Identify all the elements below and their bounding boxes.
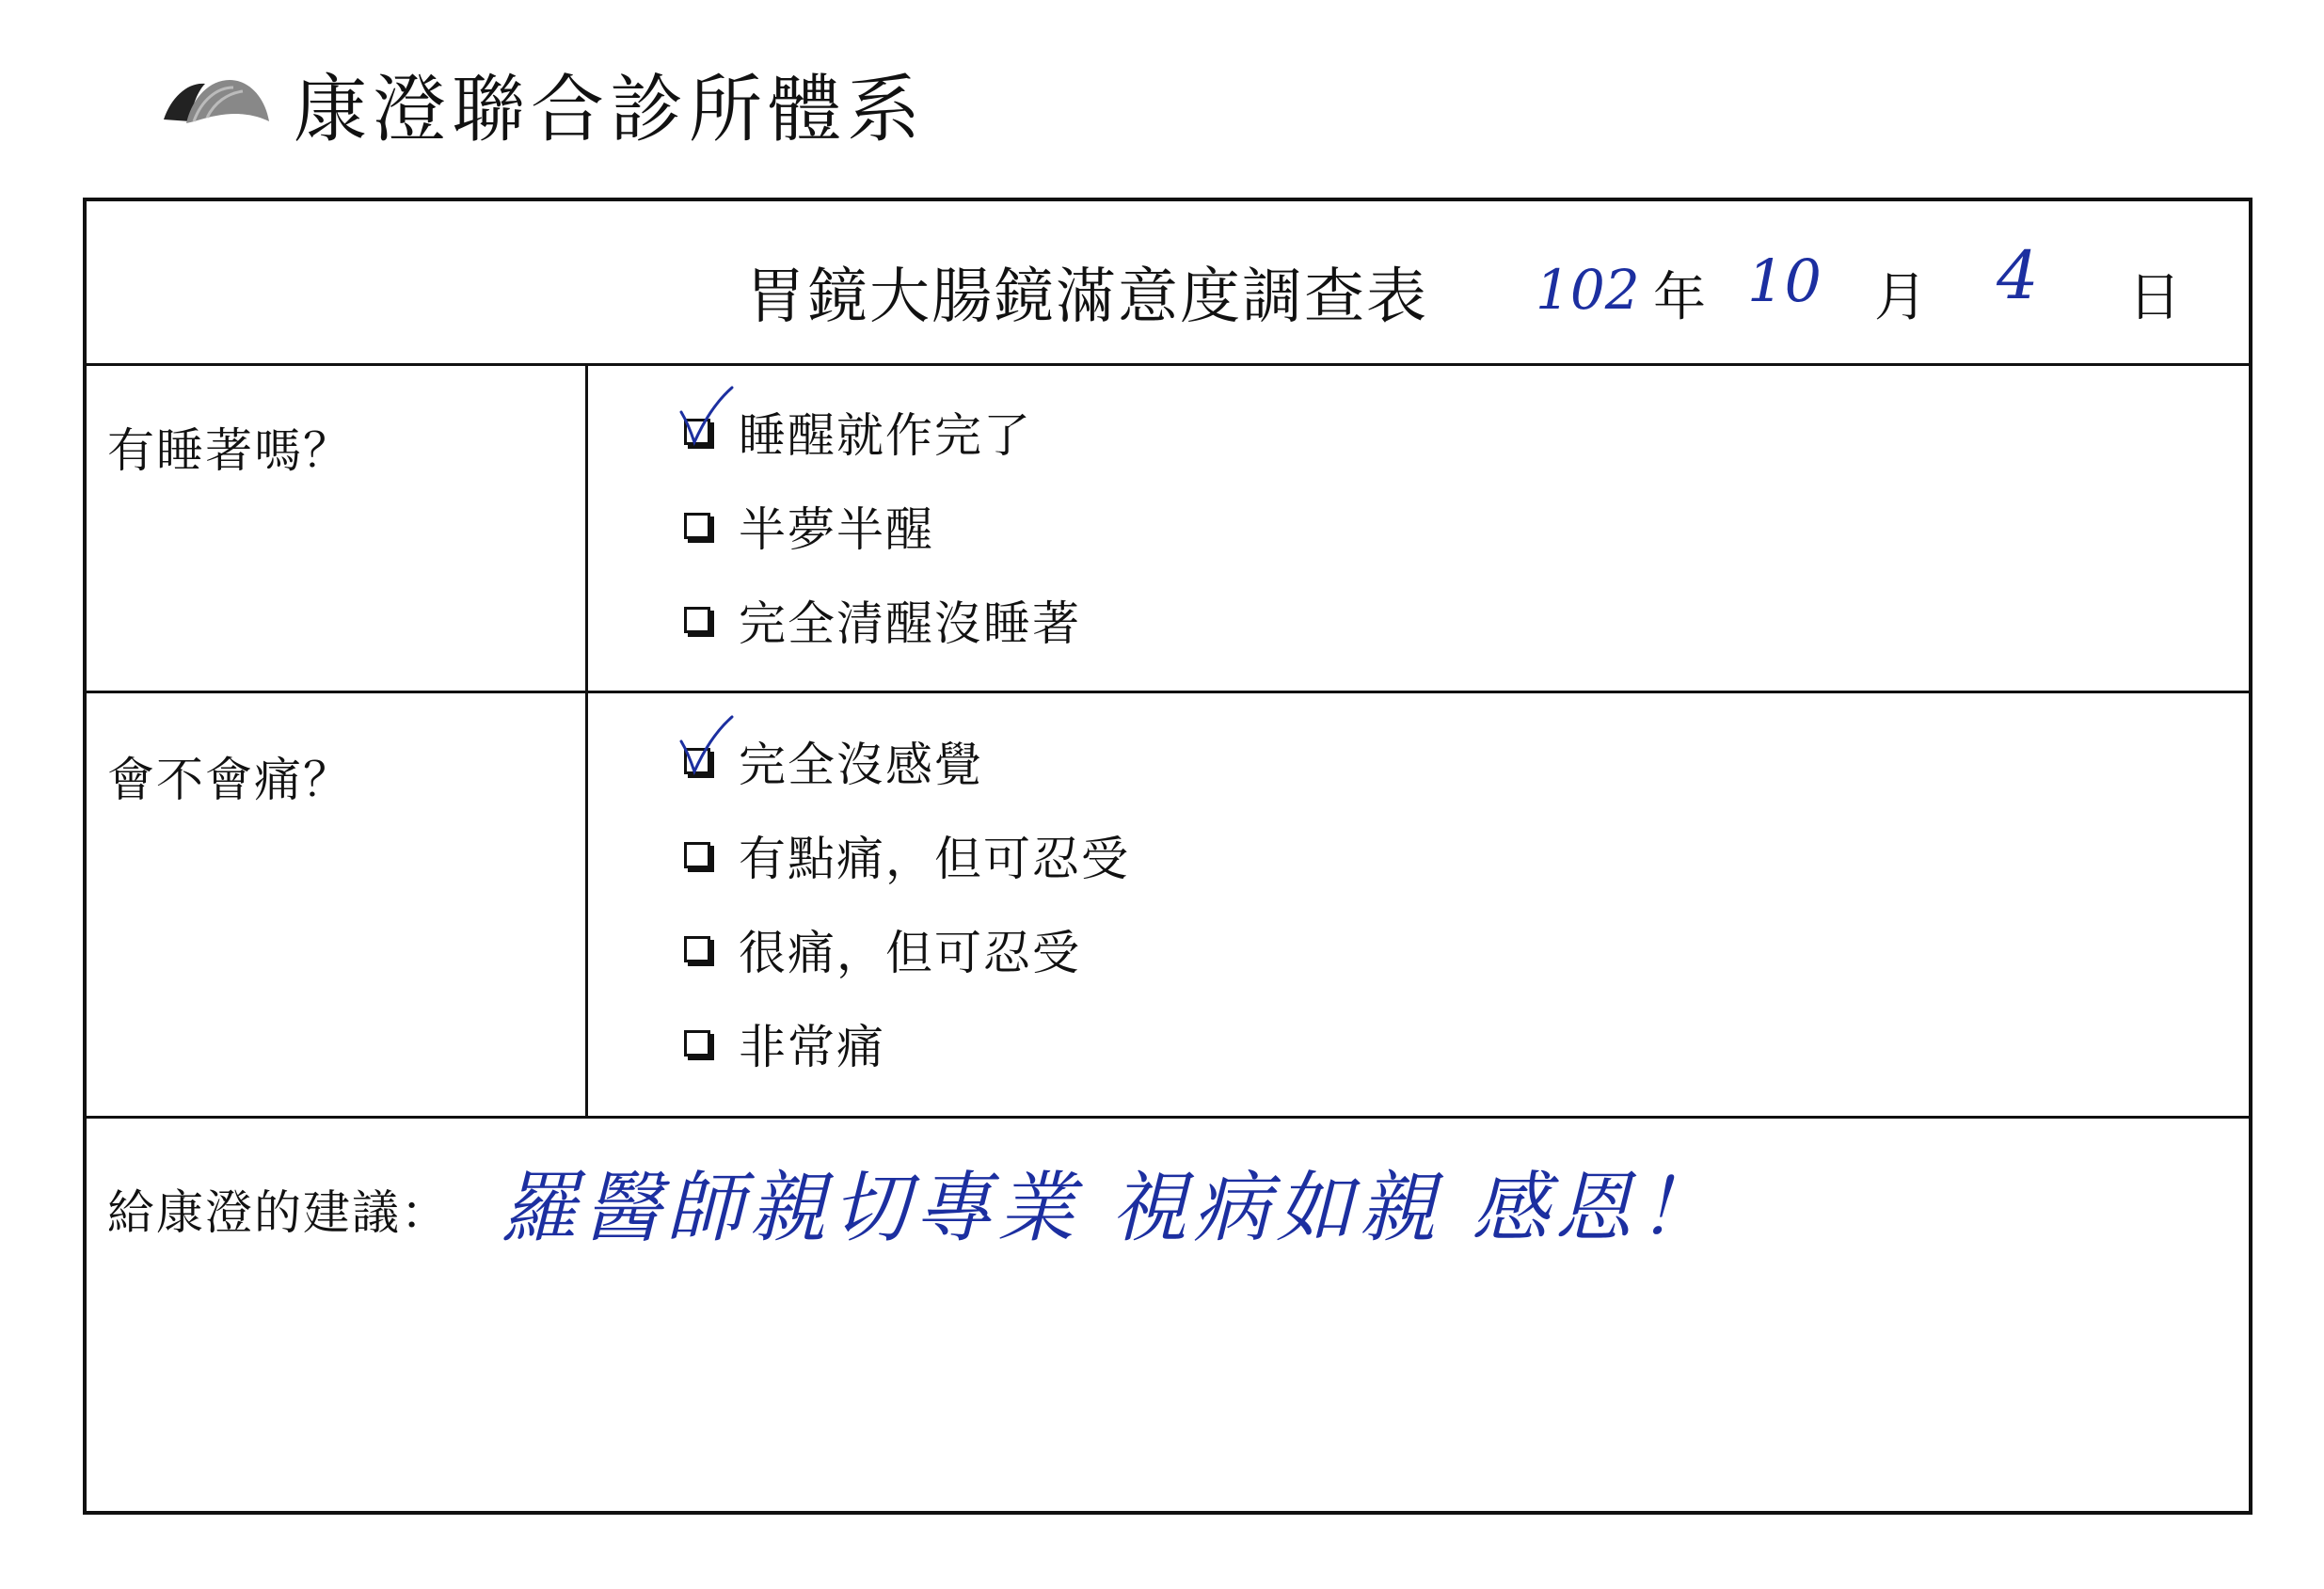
survey-form [83, 198, 2252, 1515]
option-sleep-1[interactable] [684, 404, 1032, 463]
month-value[interactable]: 10 [1747, 246, 1822, 315]
option-pain-3[interactable] [684, 921, 1081, 980]
option-pain-2[interactable] [684, 827, 1130, 886]
organisation-name: 康澄聯合診所體系 [294, 68, 927, 152]
option-sleep-3[interactable] [684, 592, 1081, 651]
suggestion-label: 給康澄的建議： [107, 1185, 450, 1240]
checkbox[interactable] [684, 607, 710, 633]
checkbox[interactable] [684, 748, 710, 774]
option-label: 很痛，但可忍受 [739, 926, 1081, 980]
checkbox[interactable] [684, 419, 710, 445]
year-label: 年 [1653, 267, 1706, 328]
option-pain-1[interactable] [684, 733, 983, 792]
question-sleep: 有睡著嗎？ [107, 423, 352, 478]
day-value[interactable]: 4 [1997, 237, 2039, 314]
title-row [87, 201, 2249, 366]
checkbox[interactable] [684, 842, 710, 868]
check-mark-icon [677, 713, 743, 779]
option-label: 睡醒就作完了 [739, 408, 1032, 463]
option-label: 半夢半醒 [739, 502, 934, 557]
option-label: 非常痛 [739, 1020, 885, 1074]
option-pain-4[interactable] [684, 1015, 885, 1072]
checkbox[interactable] [684, 1030, 710, 1057]
header [160, 52, 926, 155]
option-label: 有點痛，但可忍受 [739, 832, 1130, 886]
year-value[interactable]: 102 [1536, 258, 1640, 322]
divider-q2 [87, 1116, 2249, 1119]
check-mark-icon [677, 384, 743, 450]
divider-q1 [87, 691, 2249, 693]
month-label: 月 [1874, 267, 1927, 328]
day-label: 日 [2128, 267, 2181, 328]
column-divider [585, 364, 588, 1117]
option-sleep-2[interactable] [684, 498, 934, 557]
option-label: 完全清醒沒睡著 [739, 596, 1081, 651]
option-label: 完全沒感覺 [739, 738, 983, 792]
divider-title [87, 363, 2249, 366]
suggestion-text[interactable]: 羅醫師親切專業 視病如親 感恩！ [501, 1164, 1721, 1253]
question-pain: 會不會痛？ [107, 753, 352, 807]
fan-shell-logo-icon [160, 71, 273, 136]
checkbox[interactable] [684, 936, 710, 962]
form-title: 胃鏡大腸鏡滿意度調查表 [745, 262, 1428, 332]
checkbox[interactable] [684, 513, 710, 539]
